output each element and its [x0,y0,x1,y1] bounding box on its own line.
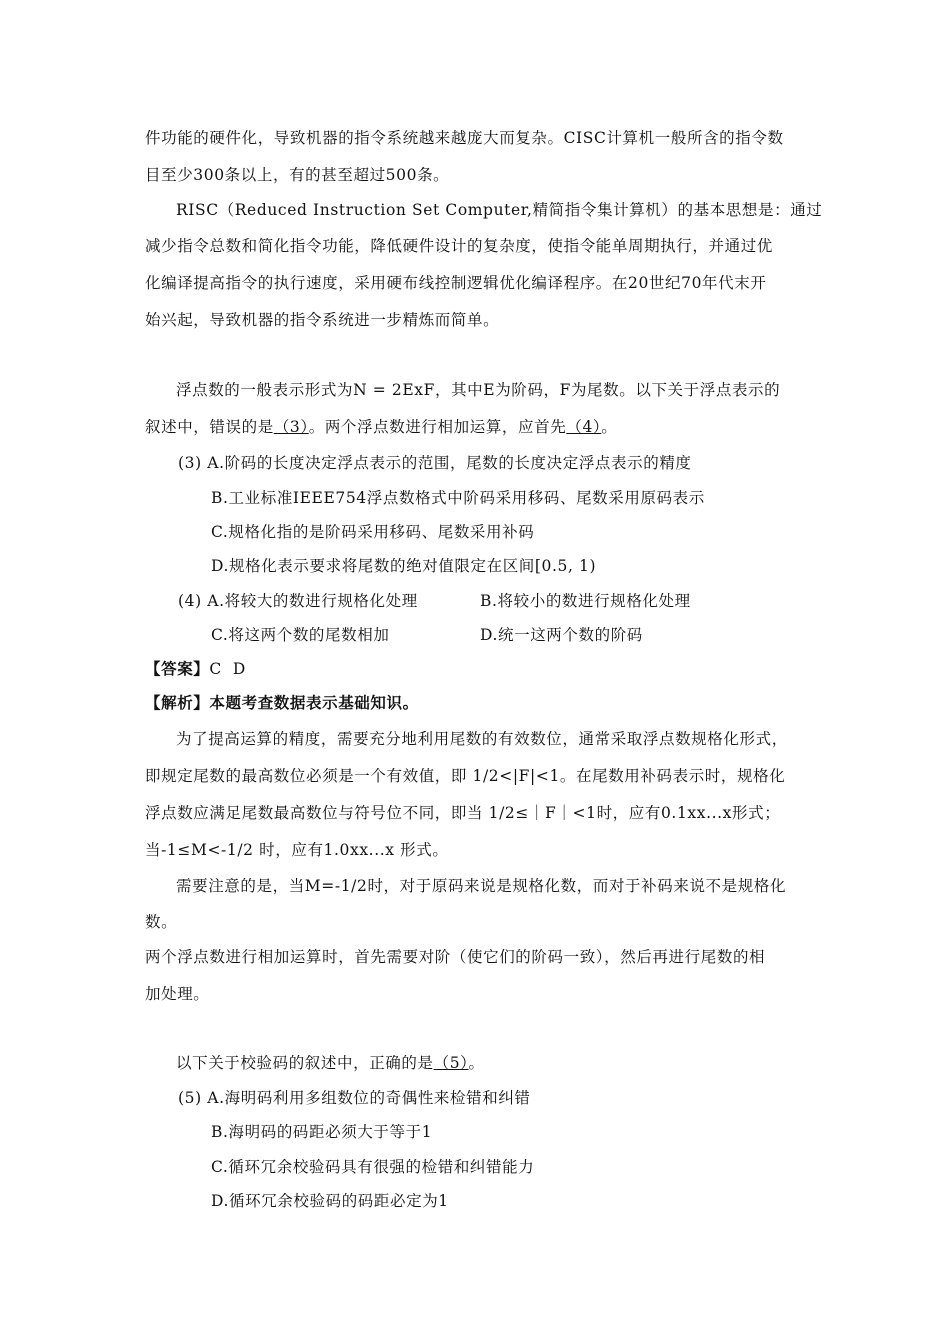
paragraph-line: RISC（Reduced Instruction Set Computer,精简指令集计算机）的基本思想是：通过 [176,201,823,219]
explanation-line: 加处理。 [145,985,210,1003]
question-3-option-a [178,453,692,473]
option-text: A.将较大的数进行规格化处理 [207,592,418,610]
explanation-line: 数。 [145,913,178,931]
option-text: A.海明码利用多组数位的奇偶性来检错和纠错 [207,1089,531,1107]
question-3-option-b: B.工业标准IEEE754浮点数格式中阶码采用移码、尾数采用原码表示 [211,489,705,507]
stem-text: 以下关于校验码的叙述中，正确的是 [176,1054,434,1072]
explanation-line: 两个浮点数进行相加运算时，首先需要对阶（使它们的阶码一致），然后再进行尾数的相 [145,948,766,966]
question-stem: 浮点数的一般表示形式为N = 2ExF，其中E为阶码，F为尾数。以下关于浮点表示的 [176,381,781,399]
question-4-option-c: C.将这两个数的尾数相加 [211,626,390,644]
analysis-heading [145,693,419,713]
question-5-option-d: D.循环冗余校验码的码距必定为1 [211,1192,449,1210]
stem-text: 叙述中，错误的是 [145,418,274,436]
explanation-line: 当-1≤M<-1/2 时，应有1.0xx...x 形式。 [145,841,449,859]
question-5-option-c: C.循环冗余校验码具有很强的检错和纠错能力 [211,1158,535,1176]
blank-5: （5） [433,1054,469,1072]
blank-4: （4） [566,418,602,436]
option-text: A.阶码的长度决定浮点表示的范围，尾数的长度决定浮点表示的精度 [207,454,692,472]
answer-value: C D [209,660,246,678]
paragraph-line: 减少指令总数和简化指令功能，降低硬件设计的复杂度，使指令能单周期执行，并通过优 [145,237,773,255]
analysis-title: 本题考查数据表示基础知识。 [209,693,419,712]
explanation-line: 即规定尾数的最高数位必须是一个有效值，即 1/2<|F|<1。在尾数用补码表示时，规格化 [145,767,786,785]
explanation-line: 需要注意的是，当M=-1/2时，对于原码来说是规格化数，而对于补码来说不是规格化 [176,877,787,895]
paragraph-line: 目至少300条以上，有的甚至超过500条。 [145,166,450,184]
paragraph-line: 始兴起，导致机器的指令系统进一步精炼而简单。 [145,311,500,329]
question-number: (3) [178,454,202,472]
answer-label: 【答案】 [145,659,210,678]
paragraph-line: 件功能的硬件化，导致机器的指令系统越来越庞大而复杂。CISC计算机一般所含的指令数 [145,129,784,147]
question-4-option-d: D.统一这两个数的阶码 [480,626,643,644]
stem-text: 。两个浮点数进行相加运算，应首先 [308,418,567,436]
answer-line [145,659,246,679]
question-5-option-a [178,1088,531,1108]
question-4-option-b: B.将较小的数进行规格化处理 [480,592,691,610]
stem-text: 。 [601,418,618,436]
question-4-option-a [178,591,418,611]
question-stem [145,417,617,437]
question-number: (5) [178,1089,202,1107]
explanation-line: 浮点数应满足尾数最高数位与符号位不同，即当 1/2≤｜F｜<1时，应有0.1xx...x形式； [145,804,781,822]
question-3-option-d: D.规格化表示要求将尾数的绝对值限定在区间[0.5, 1) [211,557,597,575]
analysis-label: 【解析】 [145,693,210,712]
blank-3: （3） [273,418,309,436]
paragraph-line: 化编译提高指令的执行速度，采用硬布线控制逻辑优化编译程序。在20世纪70年代末开 [145,274,767,292]
explanation-line: 为了提高运算的精度，需要充分地利用尾数的有效数位，通常采取浮点数规格化形式， [176,730,788,748]
question-3-option-c: C.规格化指的是阶码采用移码、尾数采用补码 [211,523,535,541]
question-stem [176,1053,485,1073]
question-number: (4) [178,592,202,610]
stem-text: 。 [468,1054,485,1072]
question-5-option-b: B.海明码的码距必须大于等于1 [211,1123,433,1141]
